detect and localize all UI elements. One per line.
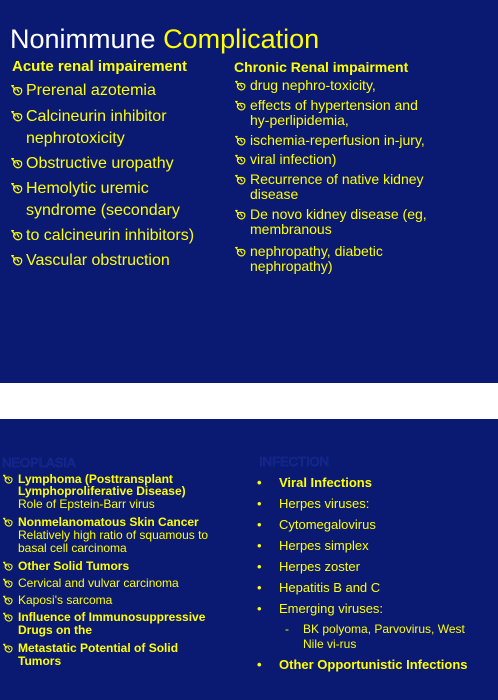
acute-renal-header: Acute renal impairement <box>12 58 188 75</box>
list-item-continuation: hy-perlipidemia, <box>250 112 349 128</box>
list-item: Influence of Immunosuppressive <box>2 611 205 623</box>
list-item: Other Solid Tumors <box>2 560 129 572</box>
list-item-continuation: nephrotoxicity <box>26 130 125 147</box>
list-item-continuation: Tumors <box>18 654 62 668</box>
list-item: De novo kidney disease (eg, <box>234 207 427 221</box>
pointing-hand-icon <box>10 109 24 123</box>
list-item: Nonmelanomatous Skin Cancer <box>2 516 199 528</box>
dash-bullet: - <box>285 622 289 636</box>
list-item: Lymphoma (Posttransplant <box>2 473 173 485</box>
bullet: • <box>257 517 262 532</box>
pointing-hand-icon <box>234 245 247 258</box>
slide-neoplasia-infection: NEOPLASIA Lymphoma (Posttransplant Lymphoproliferative Disease) Role of Epstein-Barr virus Nonmelanomatous Skin Cancer Relatively high ratio of squamous to basal cell carcinoma Other Solid Tumors Cervical and vulvar carcinoma Kaposi's sarcoma Influence of Immunosuppressive Drugs on the Metastatic Potential of Solid Tumors INFECTION • Viral Infections • Herpes viruses: • Cytomegalovirus • Herpes simplex • Herpes zoster • Hepatitis B and C • Emerging viruses: - BK polyoma, Parvovirus, West Nile vi-rus • Other Opportunistic Infections <box>0 419 498 700</box>
list-item: Calcineurin inhibitor <box>10 106 167 127</box>
list-item: Cervical and vulvar carcinoma <box>2 577 179 589</box>
pointing-hand-icon <box>2 611 14 623</box>
bullet: • <box>257 496 262 511</box>
list-item-continuation: membranous <box>250 221 332 237</box>
list-item: to calcineurin inhibitors) <box>10 225 194 246</box>
pointing-hand-icon <box>234 79 247 92</box>
pointing-hand-icon <box>10 83 24 97</box>
neoplasia-header: NEOPLASIA <box>2 455 76 470</box>
title-part-2: Complication <box>163 24 320 54</box>
bullet: • <box>257 559 262 574</box>
pointing-hand-icon <box>234 153 247 166</box>
list-item-continuation: Lymphoproliferative Disease) <box>18 484 186 498</box>
pointing-hand-icon <box>2 516 14 528</box>
slide-title <box>10 24 319 54</box>
list-item-subtext: Relatively high ratio of squamous to <box>18 528 209 542</box>
pointing-hand-icon <box>10 228 24 242</box>
list-item: ischemia-reperfusion in-jury, <box>234 133 425 147</box>
pointing-hand-icon <box>234 208 247 221</box>
pointing-hand-icon <box>10 156 24 170</box>
list-item: viral infection) <box>234 152 336 166</box>
list-item: nephropathy, diabetic <box>234 244 383 258</box>
pointing-hand-icon <box>2 594 14 606</box>
bullet: • <box>257 475 262 490</box>
title-part-1: Nonimmune <box>10 24 164 54</box>
list-item-subtext: Role of Epstein-Barr virus <box>18 497 155 511</box>
bullet: • <box>257 538 262 553</box>
list-item: Hemolytic uremic <box>10 178 149 199</box>
list-item: Recurrence of native kidney <box>234 172 424 186</box>
bullet: • <box>257 657 262 672</box>
pointing-hand-icon <box>10 181 24 195</box>
bullet: • <box>257 580 262 595</box>
pointing-hand-icon <box>234 134 247 147</box>
list-item: Kaposi's sarcoma <box>2 594 112 606</box>
bullet: • <box>257 601 262 616</box>
chronic-renal-header: Chronic Renal impairment <box>234 59 409 75</box>
list-item-continuation: disease <box>250 186 299 202</box>
pointing-hand-icon <box>234 99 247 112</box>
list-item: Metastatic Potential of Solid <box>2 642 178 654</box>
pointing-hand-icon <box>2 473 14 485</box>
list-item: effects of hypertension and <box>234 98 418 112</box>
list-item: drug nephro-toxicity, <box>234 78 376 92</box>
pointing-hand-icon <box>2 642 14 654</box>
list-subitem-continuation: Nile vi-rus <box>303 637 357 651</box>
infection-header: INFECTION <box>259 454 330 469</box>
list-item: Prerenal azotemia <box>10 80 156 101</box>
pointing-hand-icon <box>10 253 24 267</box>
list-item-continuation: Drugs on the <box>18 623 92 637</box>
pointing-hand-icon <box>2 560 14 572</box>
pointing-hand-icon <box>2 577 14 589</box>
list-item-subtext: basal cell carcinoma <box>18 541 127 555</box>
list-item-continuation: syndrome (secondary <box>26 202 180 219</box>
pointing-hand-icon <box>234 173 247 186</box>
list-item: Obstructive uropathy <box>10 153 174 174</box>
list-item-continuation: nephropathy) <box>250 258 333 274</box>
list-item: Vascular obstruction <box>10 250 170 271</box>
